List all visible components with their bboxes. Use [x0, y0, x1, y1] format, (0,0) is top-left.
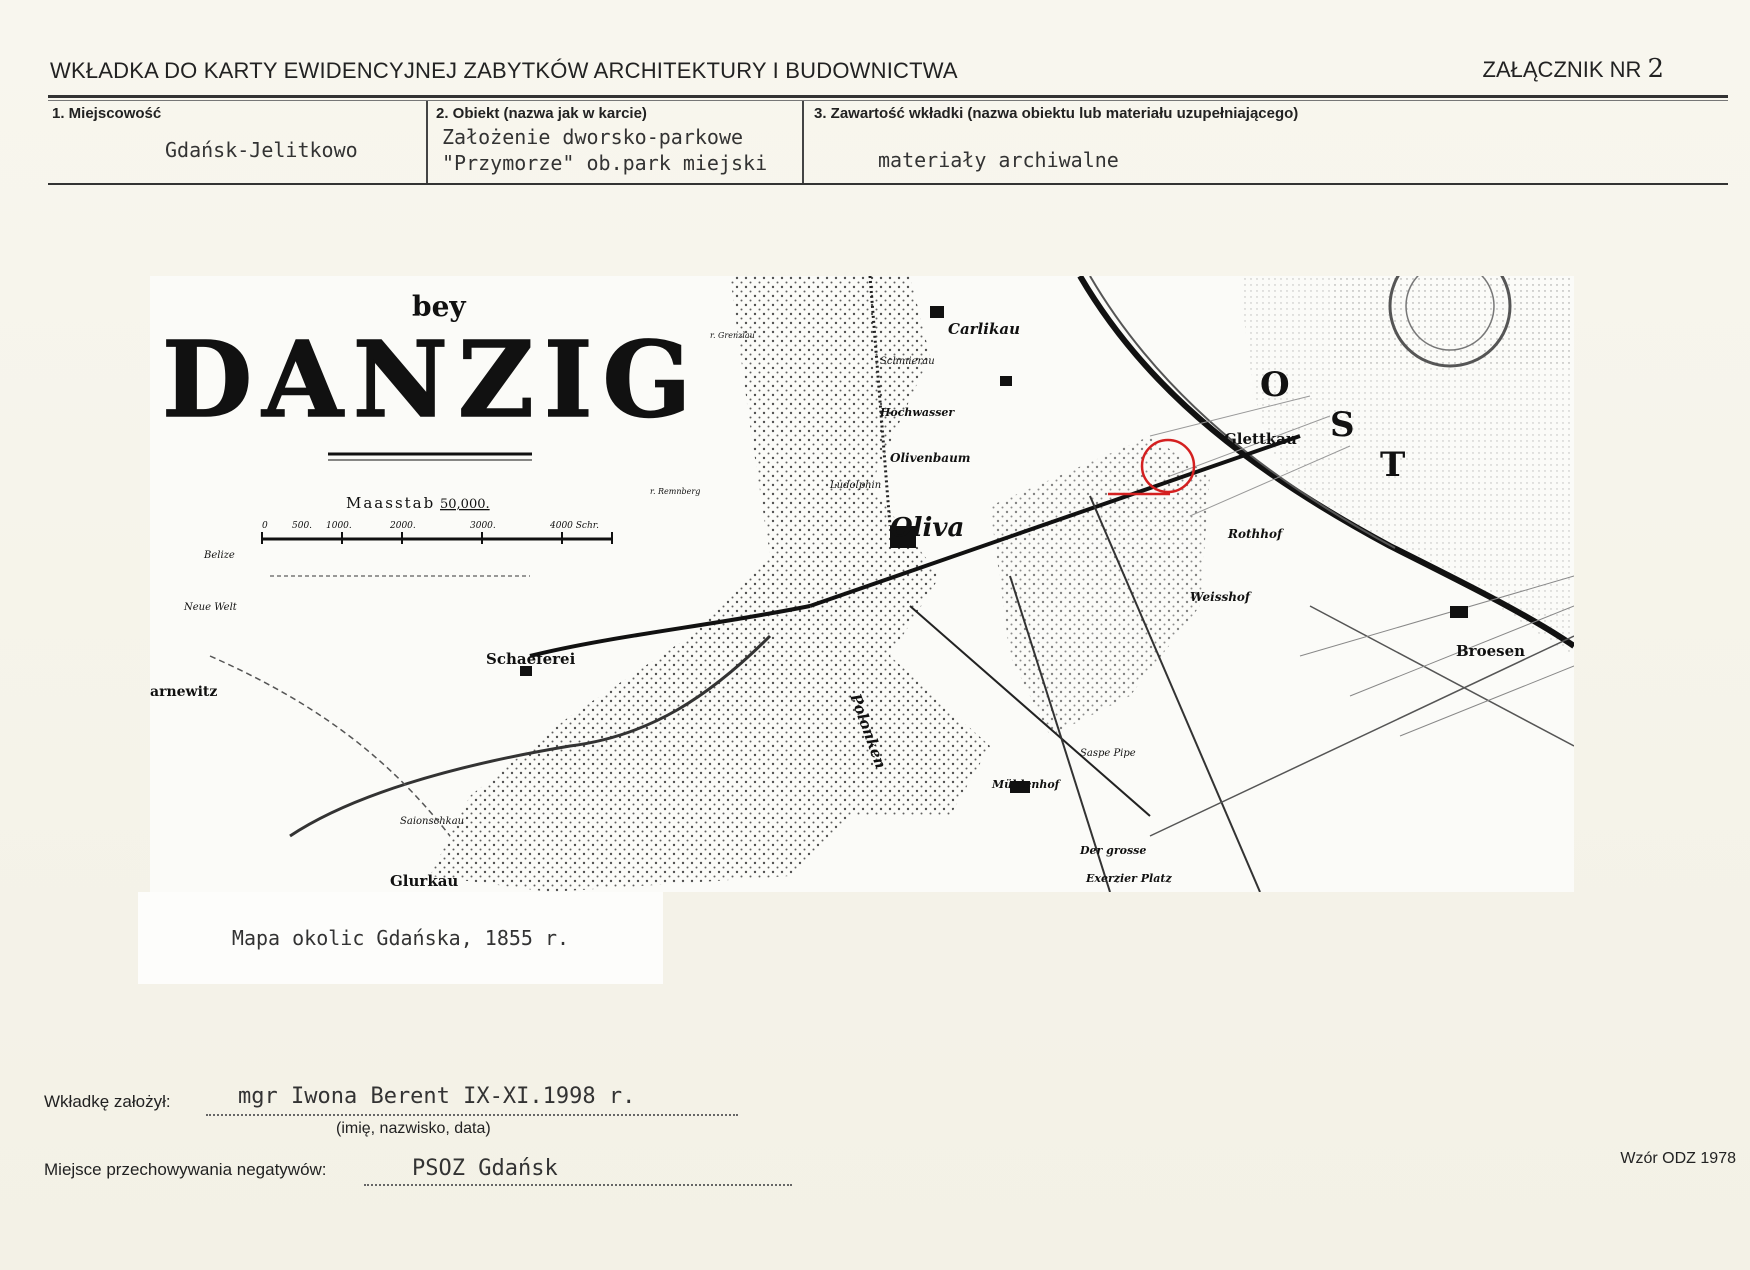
place-neue-welt: Neue Welt — [184, 602, 237, 613]
scale-tick-0: 0 — [262, 521, 268, 531]
place-oliva: Oliva — [890, 513, 965, 543]
place-grenzlau: r. Grenzlau — [710, 331, 755, 340]
form-title: WKŁADKA DO KARTY EWIDENCYJNEJ ZABYTKÓW ARCHITEKTURY I BUDOWNICTWA — [50, 58, 958, 83]
column-separator-2 — [802, 101, 804, 183]
object-value-line2: "Przymorze" ob.park miejski — [442, 151, 768, 175]
place-glettkau: Glettkau — [1224, 430, 1297, 448]
locality-label: 1. Miejscowość — [52, 105, 162, 122]
contents-value: materiały archiwalne — [878, 148, 1119, 172]
place-saspe: Saspe Pipe — [1080, 748, 1136, 759]
place-broesen: Broesen — [1456, 642, 1526, 660]
annex-number: 2 — [1647, 54, 1664, 84]
form-code: Wzór ODZ 1978 — [1620, 1150, 1736, 1167]
storage-dotline — [364, 1184, 792, 1186]
scale-label: Maasstab — [346, 494, 436, 512]
place-belize: Belize — [204, 550, 235, 561]
place-weisshof: Weisshof — [1190, 590, 1251, 604]
founded-by-label: Wkładkę założył: — [44, 1092, 171, 1111]
column-separator-1 — [426, 101, 428, 183]
locality-value: Gdańsk-Jelitkowo — [165, 138, 358, 162]
sea-letter-s: S — [1330, 405, 1355, 445]
scale-tick-2000: 2000. — [390, 521, 416, 531]
place-arnewitz: arnewitz — [150, 684, 218, 700]
header-rule — [48, 95, 1728, 98]
place-remnberg: r. Remnberg — [650, 487, 701, 496]
object-label: 2. Obiekt (nazwa jak w karcie) — [436, 105, 647, 122]
founded-by-hint: (imię, nazwisko, data) — [336, 1120, 491, 1137]
fields-bottom-rule — [48, 183, 1728, 185]
annex-label-text: ZAŁĄCZNIK NR — [1482, 57, 1642, 82]
contents-label: 3. Zawartość wkładki (nazwa obiektu lub materiału uzupełniającego) — [814, 105, 1299, 122]
place-rothhof: Rothhof — [1228, 527, 1283, 541]
place-olivenbaum: Olivenbaum — [890, 451, 971, 465]
scale-ratio: 50,000. — [440, 497, 490, 512]
place-ludolphin: Ludolphin — [830, 480, 882, 491]
scale-tick-4000: 4000 Schr. — [550, 521, 599, 531]
map-drawing — [150, 276, 1574, 892]
object-value-line1: Założenie dworsko-parkowe — [442, 125, 744, 149]
sea-letter-t: T — [1380, 445, 1406, 485]
place-carlikau: Carlikau — [948, 320, 1020, 338]
annex-label — [1483, 54, 1664, 84]
place-saionschkau: Saionschkau — [400, 816, 465, 827]
storage-label: Miejsce przechowywania negatywów: — [44, 1160, 327, 1179]
header-rule-thin — [48, 100, 1728, 101]
founded-by-value: mgr Iwona Berent IX-XI.1998 r. — [238, 1084, 636, 1109]
place-exerzier: Exerzier Platz — [1086, 872, 1172, 885]
place-polonken: Polonken — [846, 691, 890, 771]
place-schmierau: Schmierau — [880, 356, 935, 367]
place-gluckau: Glurkau — [390, 872, 459, 890]
sea-letter-o: O — [1260, 365, 1290, 405]
storage-value: PSOZ Gdańsk — [412, 1156, 558, 1181]
place-schaeferei: Schaeferei — [486, 650, 576, 668]
map-caption-card — [138, 892, 663, 984]
map-title-bey: bey — [412, 290, 466, 323]
scale-tick-1000: 1000. — [326, 521, 352, 531]
scale-tick-500: 500. — [292, 521, 313, 531]
place-der-grosse: Der grosse — [1080, 844, 1147, 857]
map-title-danzig: DANZIG — [162, 318, 702, 441]
place-muhlenhof: Mühlenhof — [992, 778, 1060, 791]
founded-by-dotline — [206, 1114, 738, 1116]
historic-map — [150, 276, 1574, 892]
map-caption: Mapa okolic Gdańska, 1855 r. — [231, 926, 570, 950]
scale-tick-3000: 3000. — [470, 521, 496, 531]
place-hochwasser: Hochwasser — [880, 406, 955, 419]
